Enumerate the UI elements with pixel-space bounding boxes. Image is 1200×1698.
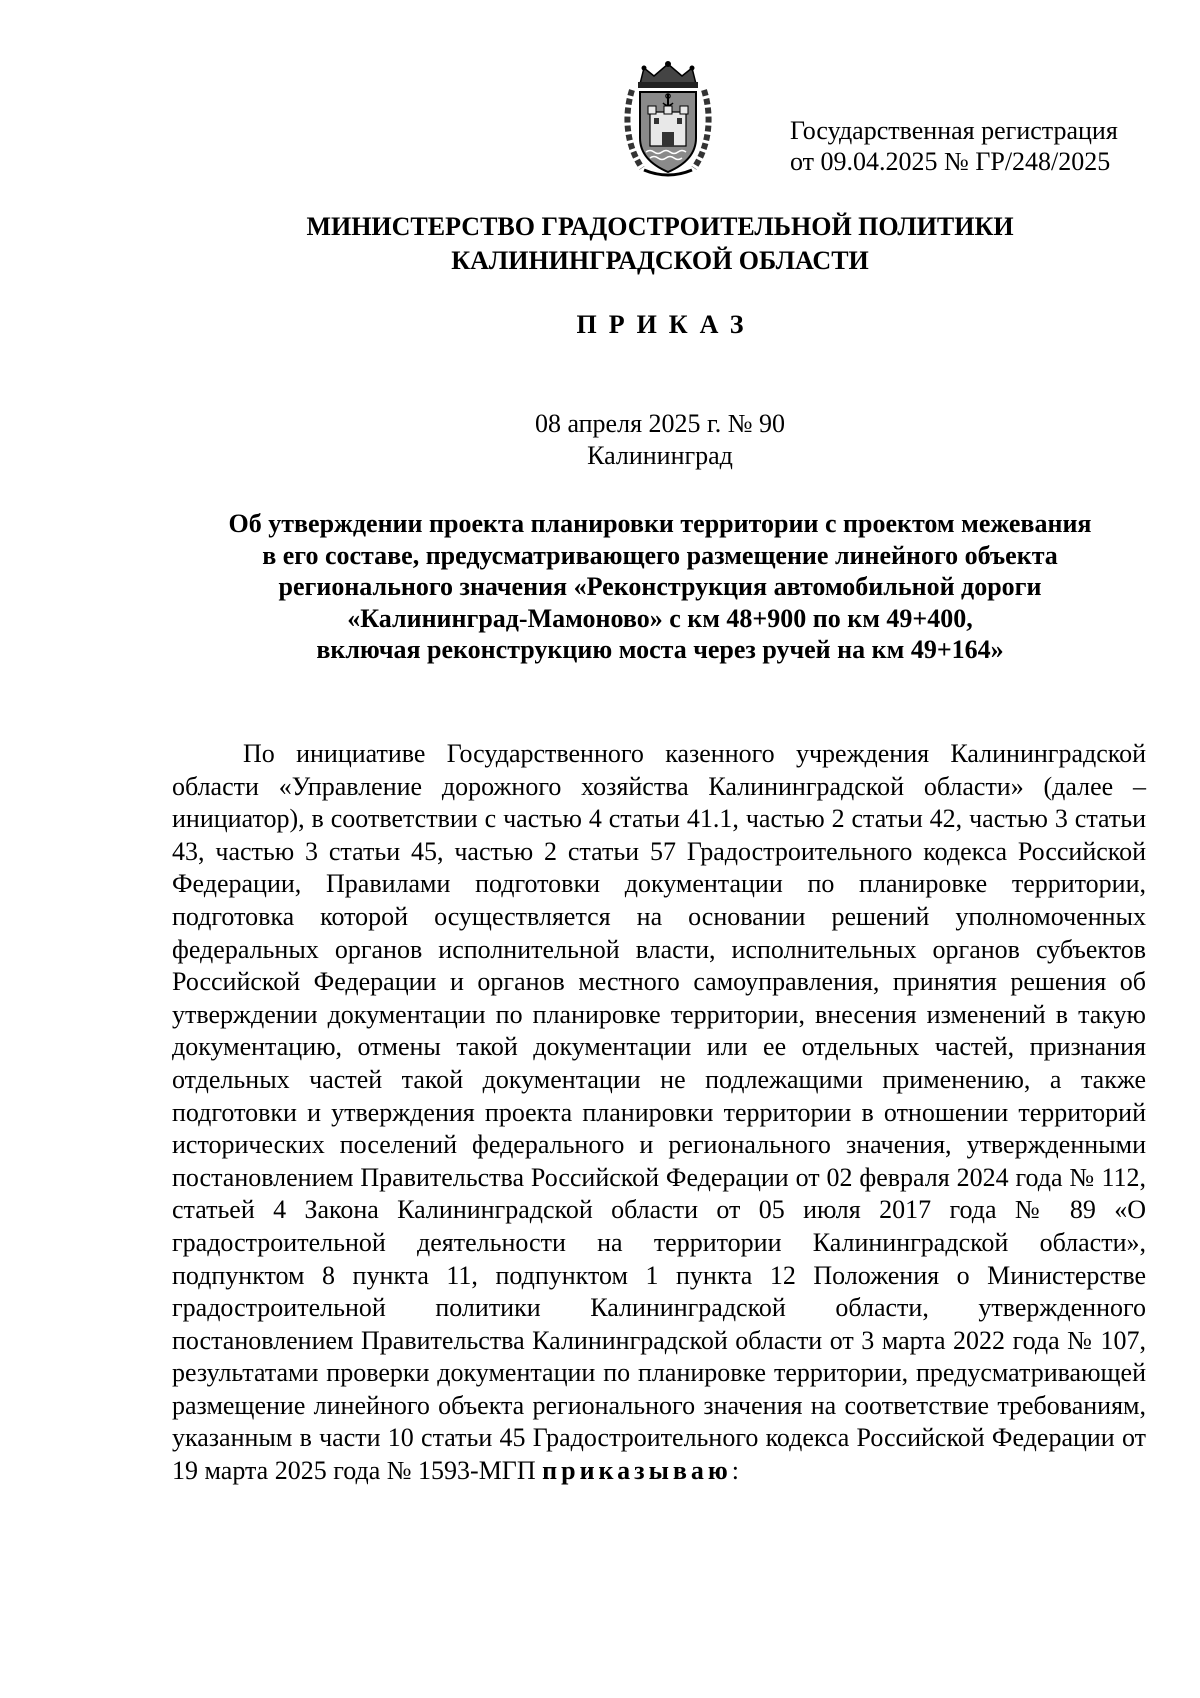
registration-line-2: от 09.04.2025 № ГР/248/2025: [790, 147, 1111, 176]
body-text: По инициативе Государственного казенного учреждения Калининградской области «Управление дорожного хозяйства Калининградской области» (далее – инициатор), в соответствии с частью 4 статьи 41.1, частью 2 статьи 42, частью 3 статьи 43, частью 3 статьи 45, частью 2 статьи 57 Градостроительного кодекса Российской Федерации, Правилами подготовки документации по планировке территории, подготовка которой осуществляется на основании решений уполномоченных федеральных органов исполнительной власти, исполнительных органов субъектов Российской Федерации и органов местного самоуправления, принятия решения об утверждении документации по планировке территории, внесения изменений в такую документацию, отмены такой документации или ее отдельных частей, признания отдельных частей такой документации не подлежащими применению, а также подготовки и утверждения проекта планировки территории в отношении территорий исторических поселений федерального и регионального значения, утвержденными постановлением Правительства Российской Федерации от 02 февраля 2024 года № 112, статьей 4 Закона Калининградской области от 05 июля 2017 года № 89 «О градостроительной деятельности на территории Калининградской области», подпунктом 8 пункта 11, подпунктом 1 пункта 12 Положения о Министерстве градостроительной политики Калининградской области, утвержденного постановлением Правительства Калининградской области от 3 марта 2022 года № 107, результатами проверки документации по планировке территории, предусматривающей размещение линейного объекта регионального значения на соответствие требованиям, указанным в части 10 статьи 45 Градостроительного кодекса Российской Федерации от 19 марта 2025 года № 1593-МГП: [172, 739, 1146, 1486]
subject-line: «Калининград-Мамоново» с км 48+900 по км 49+400,: [347, 603, 973, 633]
subject-line: Об утверждении проекта планировки территории с проектом межевания: [228, 509, 1092, 538]
order-title: ПРИКАЗ: [576, 310, 756, 339]
body-end-colon: :: [731, 1456, 740, 1486]
order-subject: [120, 508, 1200, 666]
ministry-name-line-1: МИНИСТЕРСТВО ГРАДОСТРОИТЕЛЬНОЙ ПОЛИТИКИ: [306, 212, 1014, 241]
order-command-word: приказываю: [542, 1456, 732, 1486]
order-date-number: 08 апреля 2025 г. № 90: [534, 409, 786, 438]
state-registration-stamp: [790, 115, 1118, 177]
coat-of-arms-emblem: [622, 60, 714, 178]
registration-line-1: Государственная регистрация: [790, 116, 1118, 145]
subject-line: в его составе, предусматривающего размещение линейного объекта: [262, 540, 1058, 570]
order-body-paragraph: [172, 738, 1146, 1488]
subject-line: регионального значения «Реконструкция автомобильной дороги: [278, 572, 1042, 601]
ministry-heading: [0, 210, 1200, 278]
ministry-name-line-2: КАЛИНИНГРАДСКОЙ ОБЛАСТИ: [451, 246, 869, 275]
subject-line: включая реконструкцию моста через ручей на км 49+164»: [316, 635, 1004, 664]
order-date-block: [0, 408, 1200, 472]
order-city: Калининград: [587, 441, 733, 470]
